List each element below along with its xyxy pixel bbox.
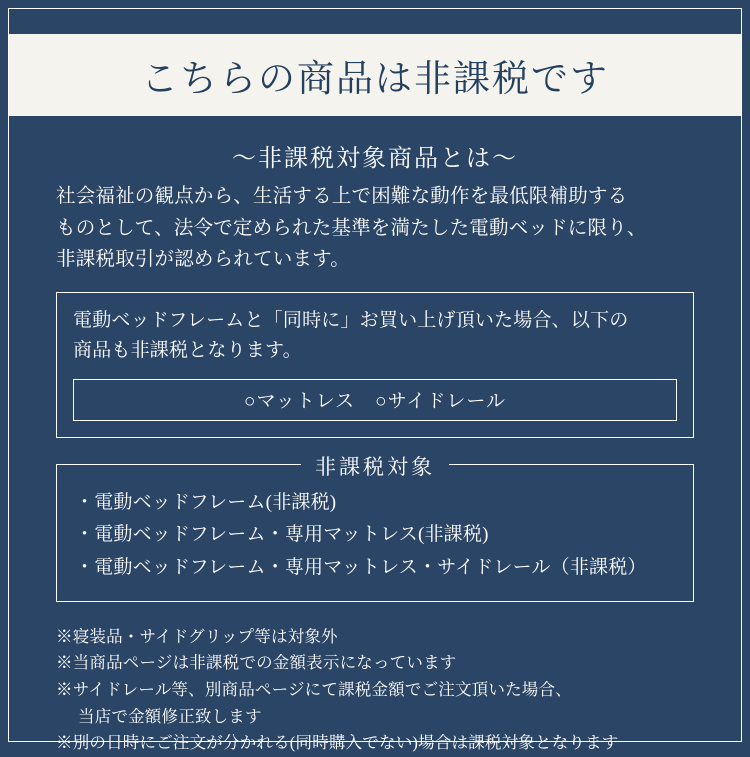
tax-exempt-target-title: 非課税対象	[301, 451, 449, 481]
tax-exempt-target-list	[75, 487, 675, 585]
tax-exempt-target-box	[56, 454, 694, 602]
note-line-3: ※サイドレール等、別商品ページにて課税金額でご注文頂いた場合、	[56, 679, 572, 699]
note-line-1: ※寝装品・サイドグリップ等は対象外	[56, 626, 338, 646]
content-area	[0, 120, 750, 757]
box-line-1: 電動ベッドフレームと「同時に」お買い上げ頂いた場合、以下の	[73, 309, 629, 331]
lead-line-1: 社会福祉の観点から、生活する上で困難な動作を最低限補助する	[56, 186, 628, 207]
simultaneous-purchase-text	[73, 306, 677, 367]
header-band	[9, 34, 741, 116]
note-line-2: ※当商品ページは非課税での金額表示になっています	[56, 653, 457, 673]
note-line-4: 当店で金額修正致します	[78, 706, 262, 726]
lead-line-3: 非課税取引が認められています。	[56, 249, 350, 271]
notes-list	[56, 624, 694, 757]
note-line-5: ※別の日時にご注文が分かれる(同時購入でない)場合は課税対象となります	[56, 733, 619, 753]
section-subtitle: 〜非課税対象商品とは〜	[232, 146, 518, 172]
lead-line-2: ものとして、法令で定められた基準を満たした電動ベッドに限り、	[56, 217, 647, 239]
box-line-2: 商品も非課税となります。	[73, 340, 302, 362]
simultaneous-purchase-box	[56, 292, 694, 438]
list-item: ・電動ベッドフレーム・専用マットレス(非課税)	[75, 524, 489, 546]
eligible-items-inner-box: ○マットレス ○サイドレール	[73, 379, 677, 421]
lead-paragraph	[56, 181, 694, 276]
list-item: ・電動ベッドフレーム・専用マットレス・サイドレール（非課税）	[75, 556, 647, 578]
page-title: こちらの商品は非課税です	[141, 59, 609, 100]
list-item: ・電動ベッドフレーム(非課税)	[75, 491, 337, 513]
